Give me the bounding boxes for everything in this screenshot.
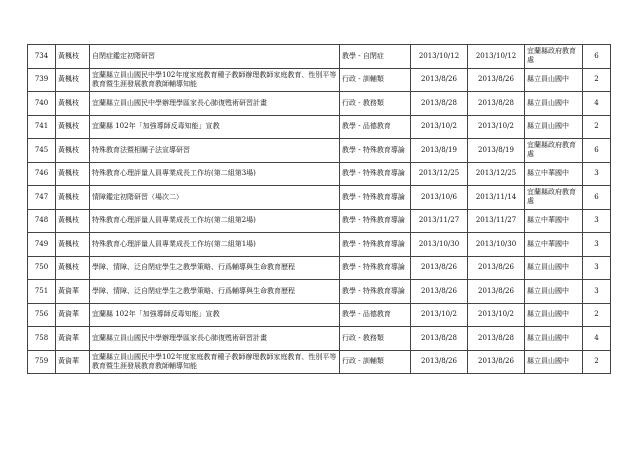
course-title-cell: 特殊教育心理評量人員專業成長工作坊(第二組第2場) — [90, 209, 340, 233]
course-title-cell: 學障、情障、泛自閉症學生之教學策略、行爲輔導與生命教育歷程 — [90, 280, 340, 304]
organizer-cell: 縣立員山國中 — [525, 350, 583, 374]
teacher-name-cell: 黃楓枝 — [56, 115, 90, 139]
start-date-cell: 2013/10/12 — [411, 45, 468, 69]
end-date-cell: 2013/12/25 — [468, 162, 525, 186]
hours-cell: 2 — [583, 68, 611, 92]
teacher-name-cell: 黃資華 — [56, 327, 90, 351]
teacher-name-cell: 黃楓枝 — [56, 68, 90, 92]
end-date-cell: 2013/11/14 — [468, 186, 525, 210]
row-id-cell: 747 — [28, 186, 56, 210]
row-id-cell: 759 — [28, 350, 56, 374]
table-row — [28, 162, 611, 186]
hours-cell: 6 — [583, 139, 611, 163]
table-row — [28, 303, 611, 327]
table-row — [28, 139, 611, 163]
category-cell: 教學 - 特殊教育導論 — [340, 256, 411, 280]
category-cell: 行政 - 訓輔類 — [340, 68, 411, 92]
organizer-cell: 宜蘭縣政府教育處 — [525, 139, 583, 163]
organizer-cell: 縣立員山國中 — [525, 256, 583, 280]
course-title-cell: 宜蘭縣 102年「加強導師反毒知能」宣教 — [90, 303, 340, 327]
row-id-cell: 749 — [28, 233, 56, 257]
category-cell: 教學 - 特殊教育導論 — [340, 233, 411, 257]
start-date-cell: 2013/10/6 — [411, 186, 468, 210]
end-date-cell: 2013/10/2 — [468, 115, 525, 139]
organizer-cell: 縣立員山國中 — [525, 92, 583, 116]
table-row — [28, 233, 611, 257]
end-date-cell: 2013/8/26 — [468, 350, 525, 374]
teacher-name-cell: 黃楓枝 — [56, 186, 90, 210]
end-date-cell: 2013/8/26 — [468, 256, 525, 280]
start-date-cell: 2013/8/26 — [411, 280, 468, 304]
end-date-cell: 2013/10/2 — [468, 303, 525, 327]
table-row — [28, 115, 611, 139]
category-cell: 教學 - 特殊教育導論 — [340, 186, 411, 210]
course-title-cell: 自閉症鑑定初階研習 — [90, 45, 340, 69]
hours-cell: 3 — [583, 209, 611, 233]
table-row — [28, 92, 611, 116]
course-title-cell: 情障鑑定初階研習（場次二） — [90, 186, 340, 210]
teacher-name-cell: 黃楓枝 — [56, 162, 90, 186]
category-cell: 教學 - 特殊教育導論 — [340, 209, 411, 233]
teacher-name-cell: 黃資華 — [56, 303, 90, 327]
start-date-cell: 2013/8/26 — [411, 256, 468, 280]
category-cell: 行政 - 教務類 — [340, 92, 411, 116]
course-title-cell: 宜蘭縣立員山國民中學辦理學區家長心肺復甦術研習計畫 — [90, 92, 340, 116]
start-date-cell: 2013/10/2 — [411, 303, 468, 327]
organizer-cell: 縣立員山國中 — [525, 115, 583, 139]
hours-cell: 3 — [583, 233, 611, 257]
row-id-cell: 741 — [28, 115, 56, 139]
start-date-cell: 2013/8/26 — [411, 68, 468, 92]
row-id-cell: 750 — [28, 256, 56, 280]
category-cell: 教學 - 特殊教育導論 — [340, 139, 411, 163]
hours-cell: 6 — [583, 45, 611, 69]
teacher-name-cell: 黃楓枝 — [56, 256, 90, 280]
table-row — [28, 280, 611, 304]
hours-cell: 3 — [583, 162, 611, 186]
course-title-cell: 學障、情障、泛自閉症學生之教學策略、行爲輔導與生命教育歷程 — [90, 256, 340, 280]
table-row — [28, 45, 611, 69]
table-row — [28, 327, 611, 351]
row-id-cell: 758 — [28, 327, 56, 351]
hours-cell: 4 — [583, 92, 611, 116]
category-cell: 教學 - 品德教育 — [340, 115, 411, 139]
start-date-cell: 2013/10/30 — [411, 233, 468, 257]
category-cell: 教學 - 特殊教育導論 — [340, 280, 411, 304]
end-date-cell: 2013/11/27 — [468, 209, 525, 233]
organizer-cell: 縣立中華國中 — [525, 233, 583, 257]
end-date-cell: 2013/8/28 — [468, 92, 525, 116]
course-title-cell: 特殊教育心理評量人員專業成長工作坊(第二組第3場) — [90, 162, 340, 186]
organizer-cell: 縣立員山國中 — [525, 327, 583, 351]
hours-cell: 6 — [583, 186, 611, 210]
course-title-cell: 宜蘭縣立員山國民中學102年度家庭教育種子教師辦理教師家庭教育、性別平等教育暨生涯發展教育教師輔導知能 — [90, 68, 340, 92]
end-date-cell: 2013/10/30 — [468, 233, 525, 257]
organizer-cell: 宜蘭縣政府教育處 — [525, 45, 583, 69]
category-cell: 行政 - 訓輔類 — [340, 350, 411, 374]
row-id-cell: 739 — [28, 68, 56, 92]
category-cell: 教學 - 自閉症 — [340, 45, 411, 69]
start-date-cell: 2013/8/26 — [411, 350, 468, 374]
teacher-name-cell: 黃楓枝 — [56, 233, 90, 257]
end-date-cell: 2013/8/26 — [468, 280, 525, 304]
end-date-cell: 2013/10/12 — [468, 45, 525, 69]
organizer-cell: 縣立員山國中 — [525, 68, 583, 92]
start-date-cell: 2013/8/28 — [411, 92, 468, 116]
hours-cell: 2 — [583, 303, 611, 327]
hours-cell: 3 — [583, 280, 611, 304]
row-id-cell: 734 — [28, 45, 56, 69]
end-date-cell: 2013/8/28 — [468, 327, 525, 351]
table-row — [28, 68, 611, 92]
table-row — [28, 186, 611, 210]
hours-cell: 4 — [583, 327, 611, 351]
row-id-cell: 748 — [28, 209, 56, 233]
course-title-cell: 特殊教育心理評量人員專業成長工作坊(第二組第1場) — [90, 233, 340, 257]
table-row — [28, 209, 611, 233]
start-date-cell: 2013/8/19 — [411, 139, 468, 163]
teacher-name-cell: 黃楓枝 — [56, 139, 90, 163]
table-row — [28, 350, 611, 374]
teacher-name-cell: 黃資華 — [56, 280, 90, 304]
course-title-cell: 特殊教育法暨相關子法宣導研習 — [90, 139, 340, 163]
start-date-cell: 2013/11/27 — [411, 209, 468, 233]
row-id-cell: 745 — [28, 139, 56, 163]
row-id-cell: 756 — [28, 303, 56, 327]
teacher-name-cell: 黃楓枝 — [56, 209, 90, 233]
category-cell: 教學 - 品德教育 — [340, 303, 411, 327]
organizer-cell: 縣立員山國中 — [525, 280, 583, 304]
category-cell: 行政 - 教務類 — [340, 327, 411, 351]
course-title-cell: 宜蘭縣 102年「加強導師反毒知能」宣教 — [90, 115, 340, 139]
start-date-cell: 2013/10/2 — [411, 115, 468, 139]
row-id-cell: 746 — [28, 162, 56, 186]
course-title-cell: 宜蘭縣立員山國民中學102年度家庭教育種子教師辦理教師家庭教育、性別平等教育暨生涯發展教育教師輔導知能 — [90, 350, 340, 374]
organizer-cell: 縣立中華國中 — [525, 209, 583, 233]
teacher-name-cell: 黃資華 — [56, 350, 90, 374]
training-records-table — [27, 44, 611, 374]
hours-cell: 2 — [583, 115, 611, 139]
start-date-cell: 2013/8/28 — [411, 327, 468, 351]
hours-cell: 3 — [583, 256, 611, 280]
end-date-cell: 2013/8/26 — [468, 68, 525, 92]
category-cell: 教學 - 特殊教育導論 — [340, 162, 411, 186]
organizer-cell: 縣立員山國中 — [525, 303, 583, 327]
hours-cell: 2 — [583, 350, 611, 374]
organizer-cell: 宜蘭縣政府教育處 — [525, 186, 583, 210]
table-row — [28, 256, 611, 280]
table-body — [28, 45, 611, 374]
row-id-cell: 751 — [28, 280, 56, 304]
start-date-cell: 2013/12/25 — [411, 162, 468, 186]
row-id-cell: 740 — [28, 92, 56, 116]
organizer-cell: 縣立中華國中 — [525, 162, 583, 186]
course-title-cell: 宜蘭縣立員山國民中學辦理學區家長心肺復甦術研習計畫 — [90, 327, 340, 351]
teacher-name-cell: 黃楓枝 — [56, 45, 90, 69]
teacher-name-cell: 黃楓枝 — [56, 92, 90, 116]
end-date-cell: 2013/8/19 — [468, 139, 525, 163]
